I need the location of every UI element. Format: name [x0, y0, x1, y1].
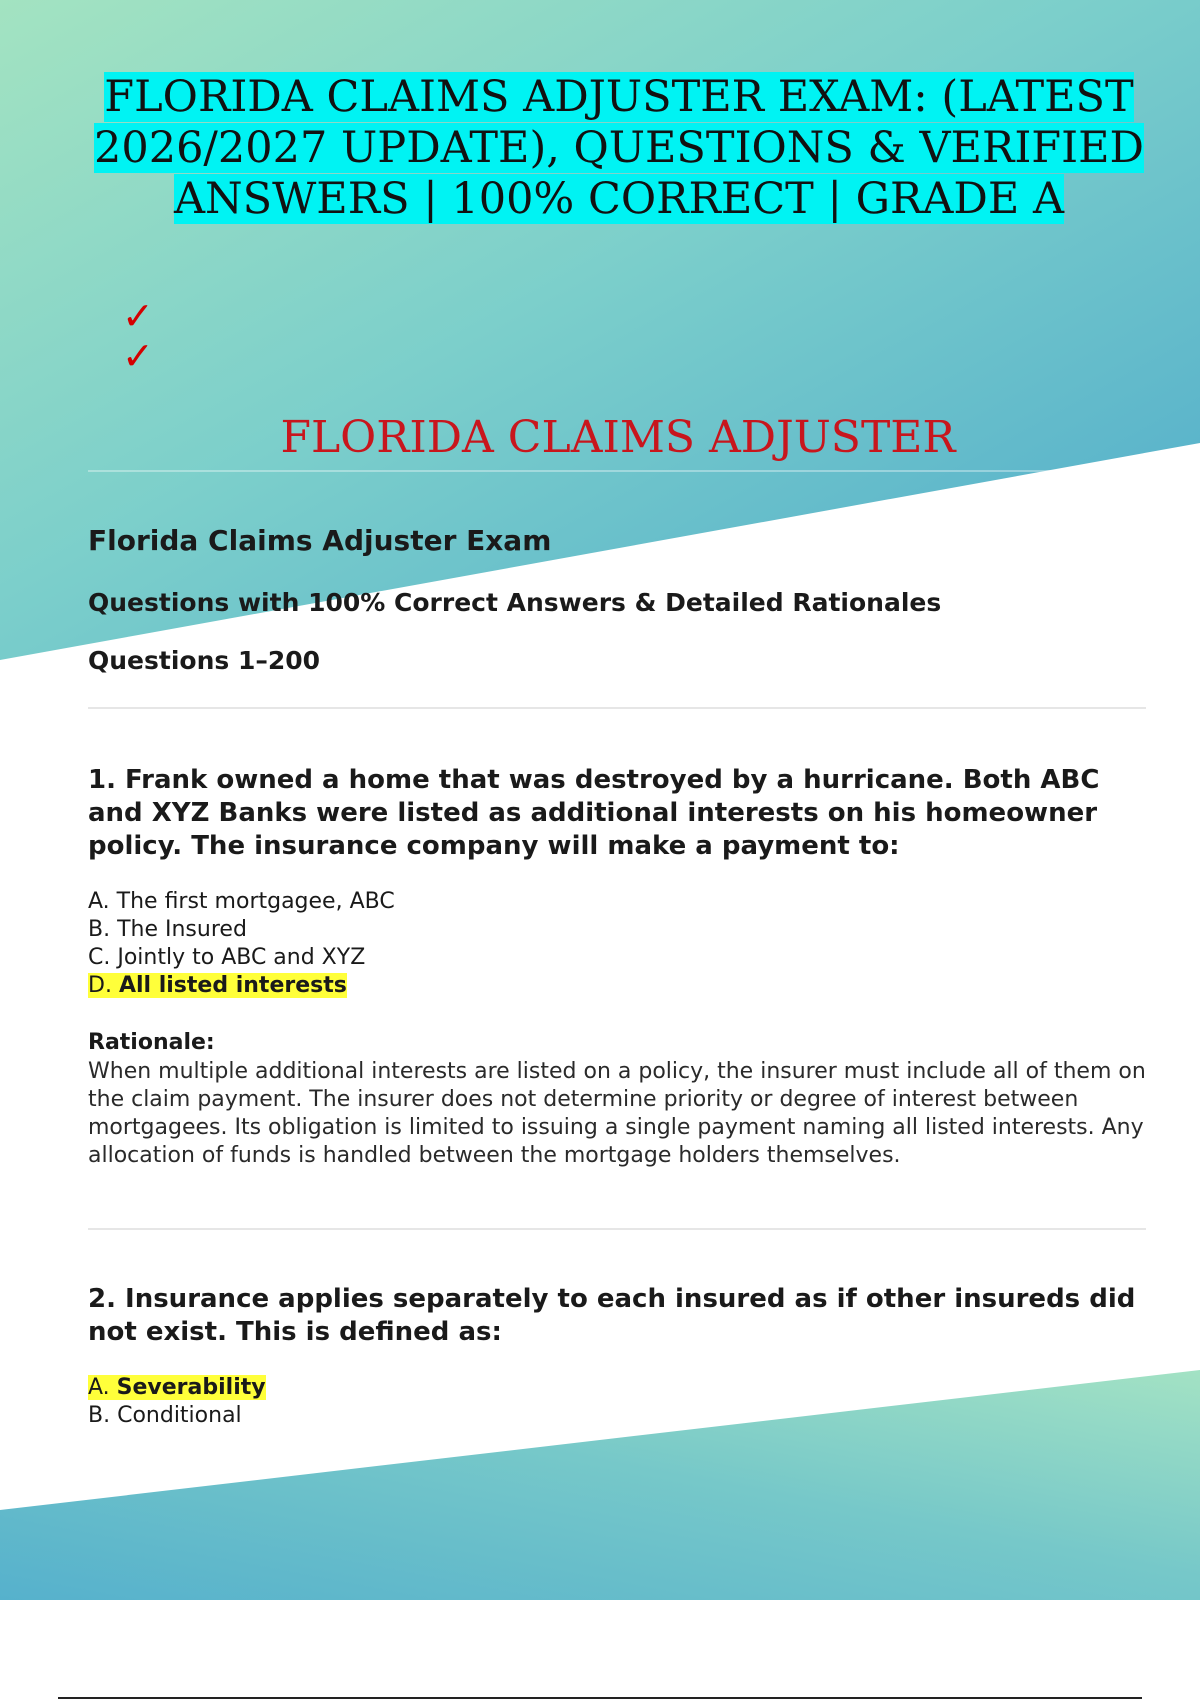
document-title: FLORIDA CLAIMS ADJUSTER EXAM: (LATEST 2026/2027 UPDATE), QUESTIONS & VERIFIED ANSWERS | 100% CORRECT | GRADE A: [94, 72, 1144, 224]
checkmark-group: [122, 296, 154, 376]
option-a-correct: A. Severability: [88, 1375, 266, 1400]
question-2-options: [88, 1374, 266, 1430]
exam-name: Florida Claims Adjuster Exam: [88, 524, 552, 557]
divider: [88, 470, 1146, 472]
question-1-options: [88, 888, 395, 1000]
footer-rule: [58, 1697, 1142, 1699]
rationale-label: Rationale:: [88, 1030, 215, 1055]
divider: [88, 707, 1146, 709]
rationale-text: When multiple additional interests are listed on a policy, the insurer must include all of them on the claim payment. The insurer does not determine priority or degree of interest between mortgagees. Its obligation is limited to issuing a single payment naming all listed interests. Any allocation of funds is handled between the mortgage holders themselves.: [88, 1059, 1146, 1168]
option-b: B. Conditional: [88, 1403, 242, 1428]
question-2-text: 2. Insurance applies separately to each insured as if other insureds did not exist. This is defined as:: [88, 1284, 1136, 1347]
question-1-text: 1. Frank owned a home that was destroyed by a hurricane. Both ABC and XYZ Banks were listed as additional interests on his homeowner policy. The insurance company will make a payment to:: [88, 765, 1100, 861]
option-d-correct: D. All listed interests: [88, 973, 347, 998]
checkmark-icon: ✓: [122, 334, 154, 378]
option-c: C. Jointly to ABC and XYZ: [88, 945, 366, 970]
question-range: Questions 1–200: [88, 646, 321, 675]
option-a: A. The first mortgagee, ABC: [88, 889, 395, 914]
option-b: B. The Insured: [88, 917, 247, 942]
exam-description: Questions with 100% Correct Answers & Detailed Rationales: [88, 588, 942, 617]
checkmark-icon: ✓: [122, 294, 154, 338]
section-subtitle: FLORIDA CLAIMS ADJUSTER: [280, 412, 956, 463]
divider: [88, 1228, 1146, 1230]
